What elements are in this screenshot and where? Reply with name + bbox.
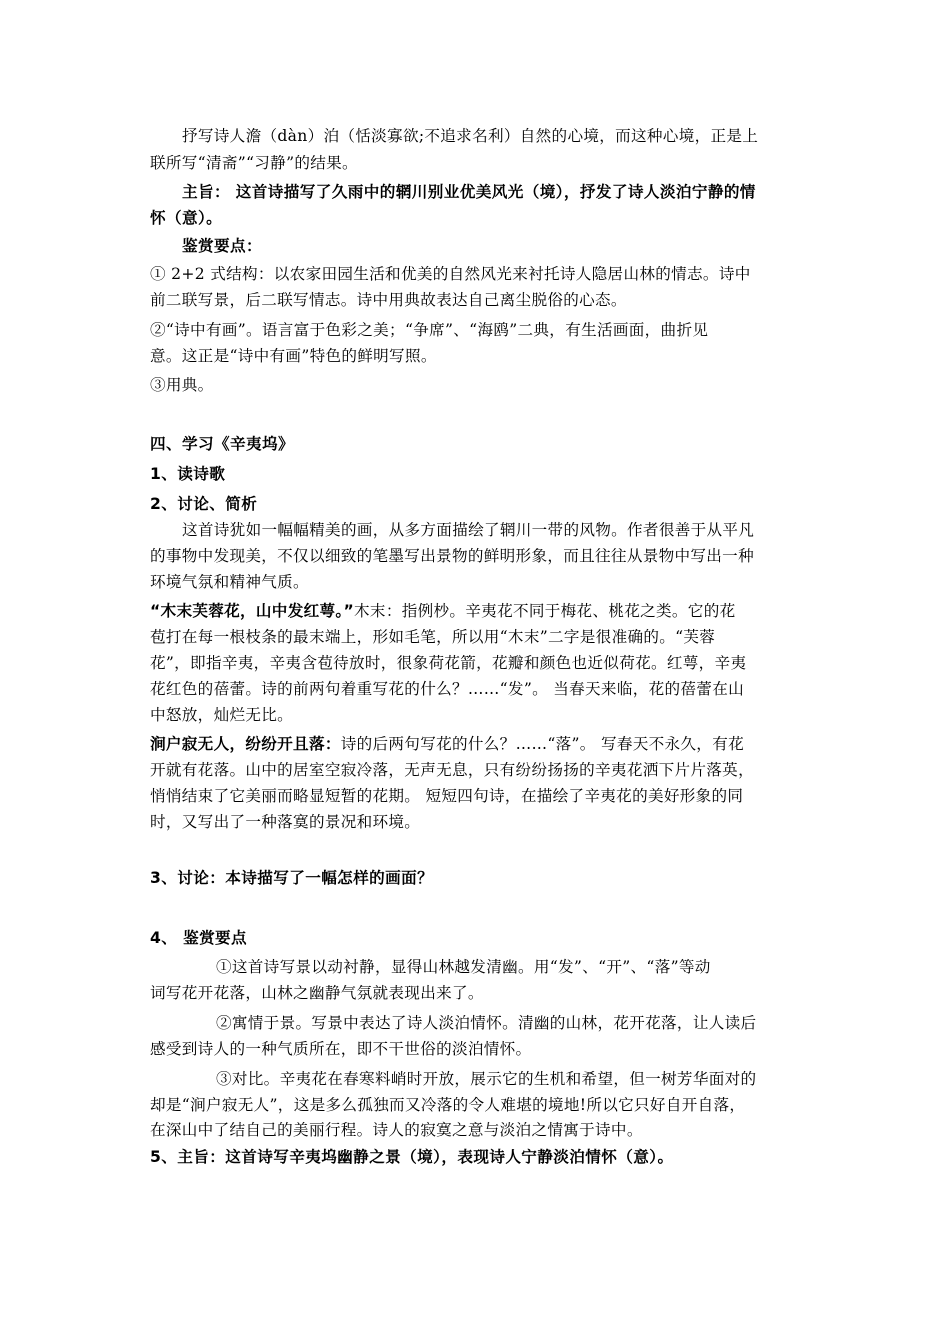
text-line: 这首诗犹如一幅幅精美的画，从多方面描绘了辋川一带的风物。作者很善于从平凡 — [182, 521, 755, 539]
section-heading: 四、学习《辛夷坞》 — [150, 435, 294, 453]
theme-heading: 主旨： 这首诗描写了久雨中的辋川别业优美风光（境），抒发了诗人淡泊宁静的情 — [182, 183, 756, 201]
theme-heading-cont: 怀（意）。 — [150, 209, 223, 227]
text-line: 时，又写出了一种落寞的景况和环境。 — [150, 813, 421, 831]
text-line: 苞打在每一根枝条的最末端上，形如毛笔，所以用“木末”二字是很准确的。“芙蓉 — [150, 628, 716, 646]
text-line: ②“诗中有画”。语言富于色彩之美；“争席”、“海鸥”二典，有生活画面，曲折见 — [150, 321, 709, 339]
text-line: 悄悄结束了它美丽而略显短暂的花期。 短短四句诗，在描绘了辛夷花的美好形象的同 — [150, 787, 744, 805]
text-line: ②寓情于景。写景中表达了诗人淡泊情怀。清幽的山林，花开花落，让人读后 — [216, 1014, 757, 1032]
poem-quote: “木末芙蓉花，山中发红萼。” — [150, 602, 355, 620]
text-line: ①这首诗写景以动衬静，显得山林越发清幽。用“发”、“开”、“落”等动 — [216, 958, 711, 976]
text-line: 中怒放，灿烂无比。 — [150, 706, 294, 724]
text-line: 花红色的蓓蕾。诗的前两句着重写花的什么？……“发”。 当春天来临，花的蓓蕾在山 — [150, 680, 744, 698]
text-line — [150, 734, 744, 754]
text-line: 联所写“清斋”“习静”的结果。 — [150, 154, 358, 172]
text-line: ③用典。 — [150, 376, 214, 394]
text-line: 环境气氛和精神气质。 — [150, 573, 309, 591]
text-line: 词写花开花落，山林之幽静气氛就表现出来了。 — [150, 984, 484, 1002]
text-span: 诗的后两句写花的什么？……“落”。 写春天不永久，有花 — [340, 735, 744, 753]
subsection-heading: 1、读诗歌 — [150, 465, 226, 483]
text-line: 却是“涧户寂无人”，这是多么孤独而又冷落的令人难堪的境地!所以它只好自开自落， — [150, 1096, 746, 1114]
text-line: 前二联写景，后二联写情志。诗中用典故表达自己离尘脱俗的心态。 — [150, 291, 627, 309]
text-line: 的事物中发现美，不仅以细致的笔墨写出景物的鲜明形象，而且往往从景物中写出一种 — [150, 547, 754, 565]
poem-quote: 涧户寂无人，纷纷开且落： — [150, 735, 341, 753]
subsection-heading: 3、讨论：本诗描写了一幅怎样的画面？ — [150, 869, 434, 887]
text-line: 感受到诗人的一种气质所在，即不干世俗的淡泊情怀。 — [150, 1040, 532, 1058]
subsection-heading: 2、讨论、简析 — [150, 495, 258, 513]
subsection-heading: 4、 鉴赏要点 — [150, 929, 248, 947]
text-span: 木末：指例杪。辛夷花不同于梅花、桃花之类。它的花 — [354, 602, 736, 620]
text-line: 意。这正是“诗中有画”特色的鲜明写照。 — [150, 347, 437, 365]
text-line — [150, 601, 735, 621]
appreciation-heading: 鉴赏要点： — [182, 237, 262, 255]
text-line: 花”，即指辛夷，辛夷含苞待放时，很象荷花箭，花瓣和颜色也近似荷花。红萼，辛夷 — [150, 654, 747, 672]
theme-heading: 5、主旨：这首诗写辛夷坞幽静之景（境），表现诗人宁静淡泊情怀（意）。 — [150, 1148, 674, 1166]
text-line: 在深山中了结自己的美丽行程。诗人的寂寞之意与淡泊之情寓于诗中。 — [150, 1121, 643, 1139]
text-line: ③对比。辛夷花在春寒料峭时开放，展示它的生机和希望，但一树芳华面对的 — [216, 1070, 757, 1088]
text-line: ① 2+2 式结构：以农家田园生活和优美的自然风光来衬托诗人隐居山林的情志。诗中 — [150, 265, 751, 283]
text-line: 抒写诗人澹（dàn）泊（恬淡寡欲;不追求名利）自然的心境，而这种心境，正是上 — [182, 127, 759, 145]
text-line: 开就有花落。山中的居室空寂冷落，无声无息，只有纷纷扬扬的辛夷花洒下片片落英， — [150, 761, 754, 779]
